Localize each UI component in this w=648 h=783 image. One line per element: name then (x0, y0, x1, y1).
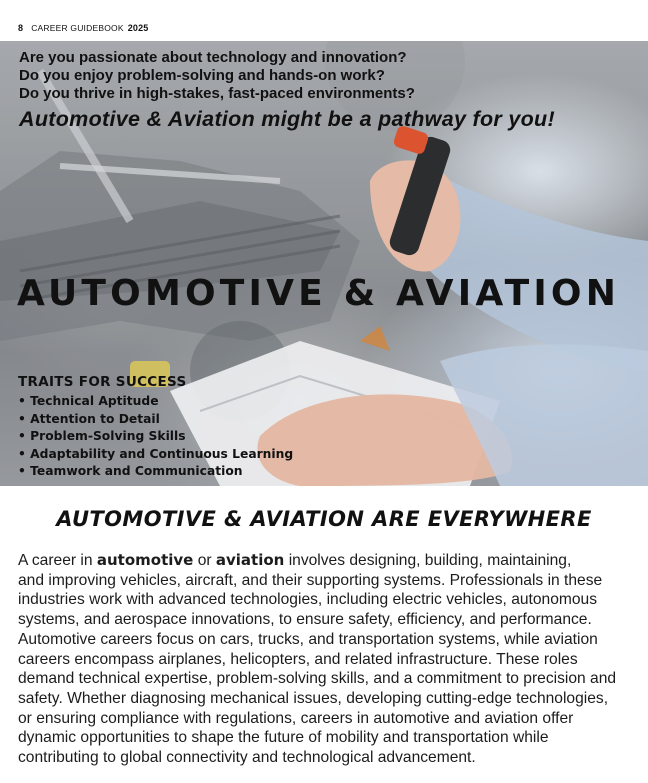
hero-photo-section (0, 41, 648, 486)
body-line: or ensuring compliance with regulations, careers in automotive and aviation offer (18, 709, 574, 727)
trait-item: • Adaptability and Continuous Learning (18, 446, 293, 464)
body-line: systems, and aerospace innovations, to ensure safety, efficiency, and performance. (18, 611, 592, 629)
body-text-run: or (193, 552, 216, 569)
trait-item: • Technical Aptitude (18, 393, 293, 411)
hero-question-1: Are you passionate about technology and innovation? (19, 49, 407, 66)
traits-heading: TRAITS FOR SUCCESS (18, 374, 187, 390)
body-line: and improving vehicles, aircraft, and their supporting systems. Professionals in these (18, 571, 603, 589)
page-number: 8 (18, 23, 24, 33)
traits-box (18, 374, 293, 481)
body-text-run: involves designing, building, maintaining, (284, 552, 572, 569)
body-line: demand technical expertise, problem-solving skills, and a commitment to precision and (18, 670, 617, 688)
body-line (18, 551, 632, 571)
body-text-run: A career in (18, 552, 97, 569)
hero-question-3: Do you thrive in high-stakes, fast-paced environments? (19, 85, 415, 102)
publication-year: 2025 (127, 23, 149, 33)
trait-item: • Teamwork and Communication (18, 463, 293, 481)
trait-item: • Problem-Solving Skills (18, 428, 293, 446)
hero-title: AUTOMOTIVE & AVIATION (17, 273, 621, 314)
trait-item: • Attention to Detail (18, 411, 293, 429)
publication-name: CAREER GUIDEBOOK (31, 23, 124, 33)
section-title: AUTOMOTIVE & AVIATION ARE EVERYWHERE (56, 507, 592, 531)
body-line: contributing to global connectivity and technological advancement. (18, 749, 476, 767)
running-head (18, 21, 149, 35)
body-line: safety. Whether diagnosing mechanical issues, developing cutting-edge technologies, (18, 689, 609, 707)
body-line: careers encompass airplanes, helicopters, and related infrastructure. These roles (18, 650, 578, 668)
hero-tagline: Automotive & Aviation might be a pathway for you! (19, 107, 555, 131)
body-line: Automotive careers focus on cars, trucks, and transportation systems, while aviation (18, 630, 598, 648)
hero-question-2: Do you enjoy problem-solving and hands-on work? (19, 67, 385, 84)
body-line: industries work with advanced technologies, including electric vehicles, autonomous (18, 591, 598, 609)
keyword-aviation: aviation (215, 551, 285, 569)
traits-list (18, 393, 293, 481)
body-line: dynamic opportunities to shape the future of mobility and transportation while (18, 729, 549, 747)
body-paragraph (18, 551, 632, 768)
keyword-automotive: automotive (96, 551, 194, 569)
